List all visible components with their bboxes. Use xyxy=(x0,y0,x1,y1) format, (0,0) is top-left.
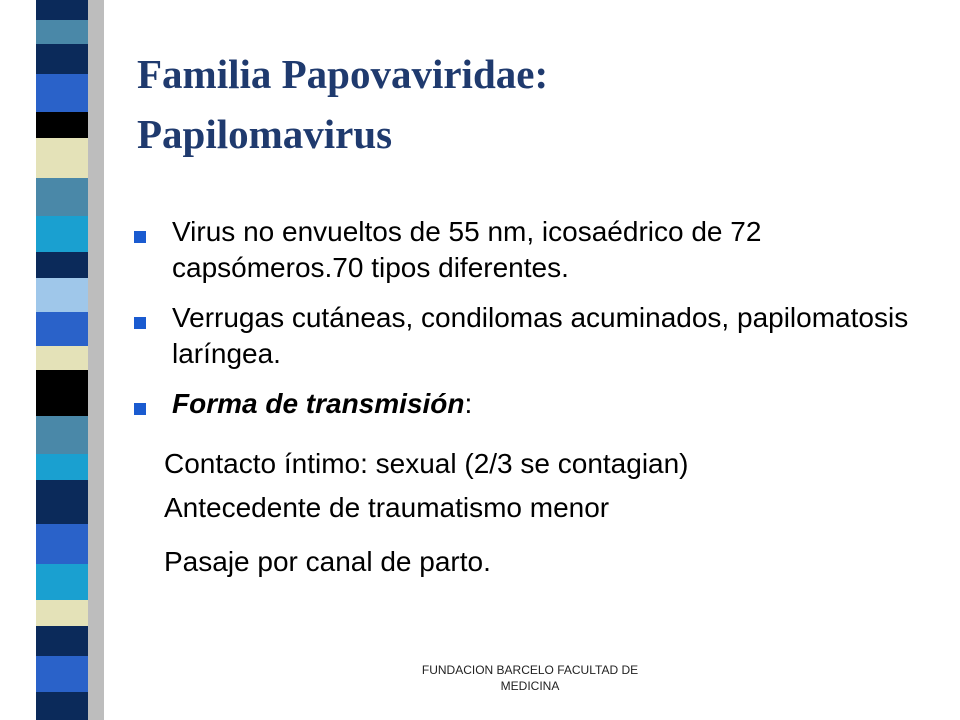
transmission-item: Antecedente de traumatismo menor xyxy=(164,492,610,523)
footer-line-1: FUNDACION BARCELO FACULTAD DE xyxy=(421,663,639,677)
bullet-text: Verrugas cutáneas, condilomas acuminados, papilomatosis laríngea. xyxy=(172,302,909,369)
bullet-square-icon xyxy=(134,231,146,243)
slide-title-line-2: Papilomavirus xyxy=(137,111,393,157)
slide-title-line-1: Familia Papovaviridae: xyxy=(137,51,549,97)
transmission-item: Contacto íntimo: sexual (2/3 se contagian) xyxy=(164,448,689,479)
transmission-item: Pasaje por canal de parto. xyxy=(164,546,491,577)
stripe-block xyxy=(36,480,88,524)
stripe-block xyxy=(36,0,88,20)
stripe-block xyxy=(36,252,88,278)
bullet-item xyxy=(134,386,924,422)
stripe-block xyxy=(36,216,88,252)
bullet-list xyxy=(134,214,924,436)
stripe-block xyxy=(36,454,88,480)
stripe-block xyxy=(36,656,88,692)
stripe-block xyxy=(36,416,88,454)
stripe-block xyxy=(36,112,88,138)
stripe-block xyxy=(36,138,88,178)
stripe-bar-left-edge xyxy=(0,0,36,720)
slide-footer xyxy=(380,662,680,694)
stripe-block xyxy=(36,74,88,112)
stripe-block xyxy=(36,564,88,600)
bullet-text: Virus no envueltos de 55 nm, icosaédrico de 72 capsómeros.70 tipos diferentes. xyxy=(172,216,762,283)
stripe-bar-shadow xyxy=(88,0,104,720)
bullet-suffix: : xyxy=(464,388,473,419)
stripe-block xyxy=(36,600,88,626)
stripe-block xyxy=(36,626,88,656)
bullet-item xyxy=(134,214,924,286)
stripe-block xyxy=(36,692,88,720)
bullet-square-icon xyxy=(134,317,146,329)
bullet-emphasis-text: Forma de transmisión xyxy=(172,388,465,419)
stripe-blocks xyxy=(36,0,88,720)
stripe-block xyxy=(36,346,88,370)
stripe-block xyxy=(36,278,88,312)
slide-title xyxy=(137,44,917,164)
stripe-block xyxy=(36,44,88,74)
bullet-item xyxy=(134,300,924,372)
stripe-block xyxy=(36,178,88,216)
stripe-block xyxy=(36,370,88,416)
stripe-block xyxy=(36,20,88,44)
decorative-stripe-bar xyxy=(0,0,110,720)
stripe-block xyxy=(36,312,88,346)
footer-line-2: MEDICINA xyxy=(500,679,560,693)
stripe-block xyxy=(36,524,88,564)
bullet-square-icon xyxy=(134,403,146,415)
